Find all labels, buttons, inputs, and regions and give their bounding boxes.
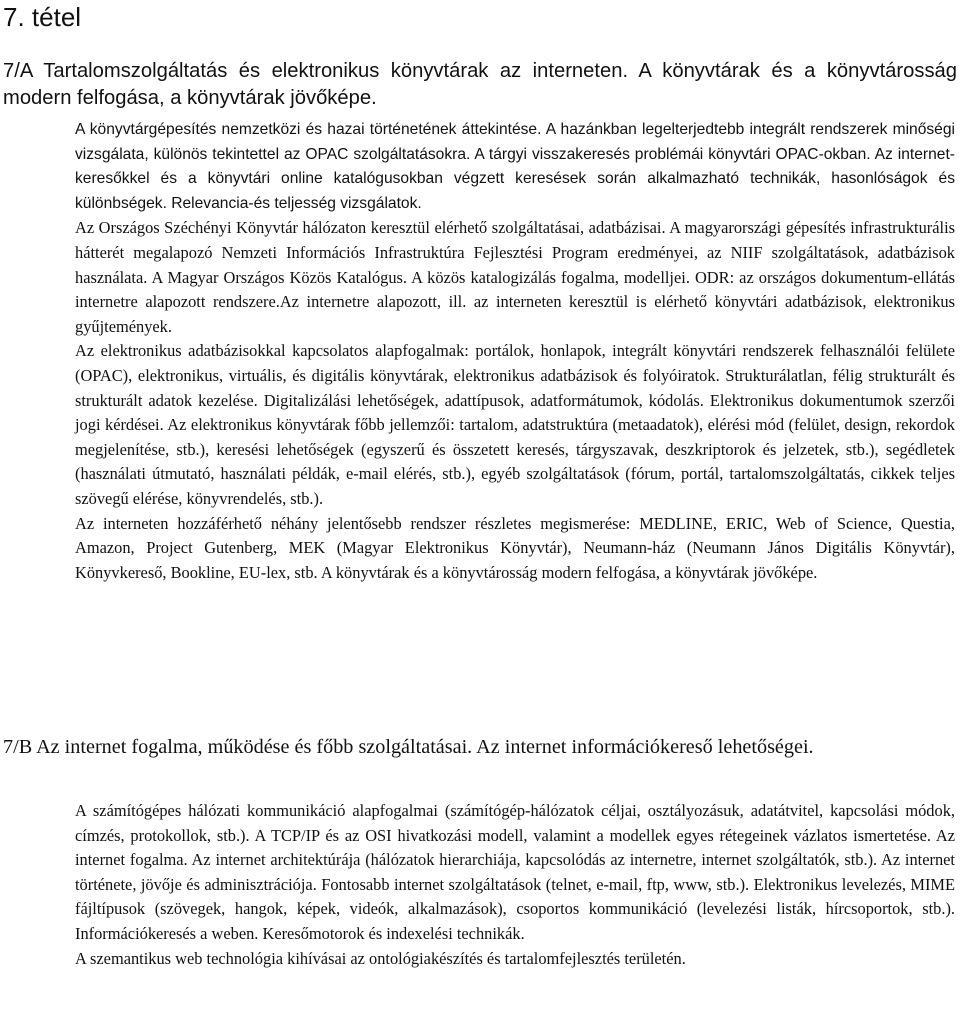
section-b-body (75, 799, 955, 971)
section-b-heading: 7/B Az internet fogalma, működése és főbb szolgáltatásai. Az internet információkereső lehetőségei. (3, 736, 814, 758)
section-a-paragraph: Az interneten hozzáférhető néhány jelentősebb rendszer részletes megismerése: MEDLINE, ERIC, Web of Science, Questia, Amazon, Project Gutenberg, MEK (Magyar Elektronikus Könyvtár), Neumann-ház (Neumann János Digitális Könyvtár), Könyvkereső, Bookline, EU-lex, stb. A könyvtárak és a könyvtárosság modern felfogása, a könyvtárak jövőképe. (75, 513, 955, 582)
section-a-paragraph: Az elektronikus adatbázisokkal kapcsolatos alapfogalmak: portálok, honlapok, integrált könyvtári rendszerek felhasználói felülete (OPAC), elektronikus, virtuális, és digitális könyvtárak, elektronikus adatbázisok és folyóiratok. Strukturálatlan, félig strukturált és strukturált adatok kezelése. Digitalizálási lehetőségek, adattípusok, adatformátumok, kódolás. Elektronikus dokumentumok szerzői jogi kérdései. Az elektronikus könyvtárak főbb jellemzői: tartalom, adatstruktúra (metaadatok), elérési mód (felület, design, rekordok megjelenítése, stb.), keresési lehetőségek (egyszerű és összetett keresés, tárgyszavak, deszkriptorok és jelzetek, stb.), segédletek (használati útmutató, használati példák, e-mail elérés, stb.), egyéb szolgáltatások (fórum, portál, tartalomszolgáltatás, cikkek teljes szövegű elérése, könyvrendelés, stb.). (75, 341, 955, 508)
section-b-paragraph: A szemantikus web technológia kihívásai az ontológiakészítés és tartalomfejlesztés területén. (75, 948, 686, 968)
section-b-paragraph: A számítógépes hálózati kommunikáció alapfogalmai (számítógép-hálózatok céljai, osztályozásuk, adatátvitel, kapcsolási módok, címzés, protokollok, stb.). A TCP/IP és az OSI hivatkozási modell, valamint a modellek egyes rétegeinek vázlatos ismertetése. Az internet fogalma. Az internet architektúrája (hálózatok hierarchiája, kapcsolódás az internetre, internet szolgáltatók, stb.). Az internet története, jövője és adminisztrációja. Fontosabb internet szolgáltatások (telnet, e-mail, ftp, www, stb.). Elektronikus levelezés, MIME fájltípusok (szövegek, hangok, képek, videók, alkalmazások), csoportos kommunikáció (levelezési listák, hírcsoportok, stb.). Információkeresés a weben. Keresőmotorok és indexelési technikák. (75, 801, 955, 943)
section-a-heading: 7/A Tartalomszolgáltatás és elektronikus könyvtárak az interneten. A könyvtárak és a könyvtárosság modern felfogása, a könyvtárak jövőképe. (3, 60, 957, 109)
section-a-body (75, 118, 955, 585)
section-a-intro: A könyvtárgépesítés nemzetközi és hazai történetének áttekintése. A hazánkban legelterjedtebb integrált rendszerek minőségi vizsgálata, különös tekintettel az OPAC szolgáltatásokra. A tárgyi visszakeresés problémái könyvtári OPAC-okban. Az internet-keresőkkel és a könyvtári online katalógusokban végzett keresések során alkalmazható technikák, hasonlóságok és különbségek. Relevancia-és teljesség vizsgálatok. (75, 121, 955, 212)
page-title: 7. tétel (3, 2, 82, 32)
section-a-paragraph: Az Országos Széchényi Könyvtár hálózaton keresztül elérhető szolgáltatásai, adatbázisai. A magyarországi gépesítés infrastrukturális hátterét megalapozó Nemzeti Információs Infrastruktúra Fejlesztési Program eredményei, az NIIF szolgáltatások, adatbázisok használata. A Magyar Országos Közös Katalógus. A közös katalogizálás fogalma, modelljei. ODR: az országos dokumentum-ellátás internetre alapozott rendszere.Az internetre alapozott, ill. az interneten keresztül is elérhető könyvtári adatbázisok, elektronikus gyűjtemények. (75, 218, 955, 336)
